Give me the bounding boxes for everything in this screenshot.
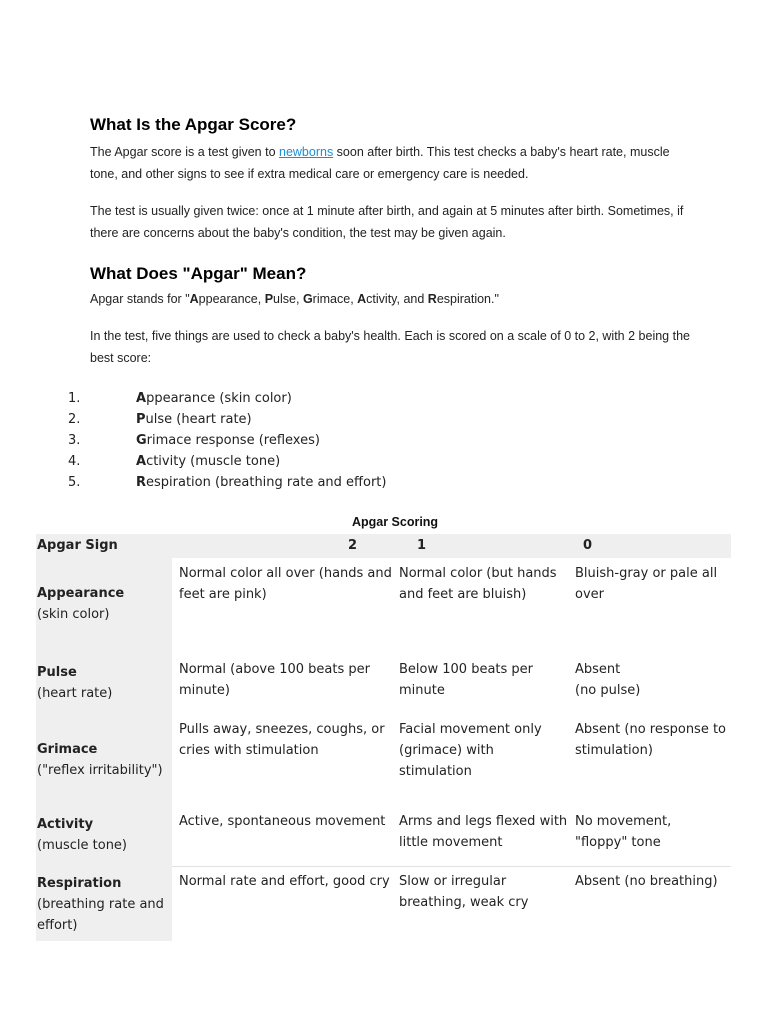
table-title: Apgar Scoring bbox=[351, 515, 439, 529]
list-letter: P bbox=[136, 412, 146, 427]
sign-cell bbox=[36, 655, 172, 715]
acronym-intro: Apgar stands for " bbox=[90, 292, 190, 306]
header-score-0: 0 bbox=[568, 534, 731, 558]
acronym-separator: , bbox=[257, 292, 265, 306]
list-letter: R bbox=[136, 475, 147, 490]
intro-text-start: The Apgar score is a test given to bbox=[90, 145, 279, 159]
score-2-cell: Normal (above 100 beats per minute) bbox=[179, 662, 370, 698]
acronym-letter: P bbox=[264, 292, 274, 306]
list-item bbox=[0, 388, 768, 409]
list-item bbox=[0, 451, 768, 472]
score-0-cell: Absent (no breathing) bbox=[575, 873, 718, 889]
score-0-cell: Absent (no pulse) bbox=[575, 662, 641, 698]
list-rest: ppearance (skin color) bbox=[146, 391, 292, 406]
list-number: 1. bbox=[68, 391, 81, 406]
score-1-cell: Slow or irregular breathing, weak cry bbox=[399, 873, 529, 910]
sign-name: Pulse bbox=[37, 665, 77, 680]
sign-cell bbox=[36, 715, 172, 807]
heading-apgar-meaning: What Does "Apgar" Mean? bbox=[90, 264, 307, 283]
score-2-cell: Pulls away, sneezes, coughs, or cries with stimulation bbox=[179, 722, 385, 758]
acronym-letter: A bbox=[189, 292, 199, 306]
table-header-row bbox=[36, 534, 731, 558]
sign-description: (heart rate) bbox=[37, 686, 113, 701]
intro-text-end: soon after birth. This test checks a baby's heart rate, muscle tone, and other signs to see if extra medical care or emergency care is needed. bbox=[90, 145, 670, 181]
list-rest: ulse (heart rate) bbox=[145, 412, 252, 427]
list-text bbox=[136, 388, 292, 409]
sign-name: Appearance bbox=[37, 586, 125, 601]
article-body bbox=[90, 113, 690, 369]
heading-what-is-apgar: What Is the Apgar Score? bbox=[90, 115, 297, 134]
score-1-cell: Arms and legs flexed with little movement bbox=[392, 807, 568, 866]
sign-name: Respiration bbox=[37, 876, 122, 891]
apgar-scoring-table bbox=[36, 534, 731, 941]
list-text bbox=[136, 451, 280, 472]
apgar-signs-list bbox=[0, 388, 768, 493]
list-text bbox=[136, 409, 252, 430]
list-rest: rimace response (reflexes) bbox=[146, 433, 320, 448]
paragraph-timing: The test is usually given twice: once at 1 minute after birth, and again at 5 minutes after birth. Sometimes, if there are concerns about the baby's condition, the test may be given again. bbox=[90, 204, 684, 240]
header-apgar-sign: Apgar Sign bbox=[36, 534, 172, 558]
acronym-separator: , bbox=[350, 292, 358, 306]
acronym-word-rest: ctivity bbox=[366, 292, 397, 306]
score-1-cell: Below 100 beats per minute bbox=[399, 662, 534, 698]
table-row bbox=[36, 558, 731, 655]
acronym-word-rest: ppearance bbox=[198, 292, 258, 306]
table-row bbox=[36, 655, 731, 715]
acronym-letter: A bbox=[357, 292, 367, 306]
sign-cell bbox=[36, 807, 172, 866]
sign-cell bbox=[36, 558, 172, 655]
list-number: 2. bbox=[68, 412, 81, 427]
list-number: 5. bbox=[68, 475, 81, 490]
acronym-word-rest: rimace bbox=[312, 292, 351, 306]
score-1-cell: Normal color (but hands and feet are bluish) bbox=[399, 566, 557, 602]
list-number: 4. bbox=[68, 454, 81, 469]
sign-cell bbox=[36, 866, 172, 941]
acronym-close: ." bbox=[491, 292, 499, 306]
list-item bbox=[0, 430, 768, 451]
header-score-2 bbox=[172, 534, 392, 558]
sign-description: (skin color) bbox=[37, 607, 110, 622]
acronym-separator: , bbox=[295, 292, 303, 306]
acronym-word-rest: ulse bbox=[273, 292, 296, 306]
score-0-cell: No movement, "floppy" tone bbox=[568, 807, 731, 866]
list-rest: espiration (breathing rate and effort) bbox=[146, 475, 387, 490]
header-score-1: 1 bbox=[392, 534, 568, 558]
acronym-letter: G bbox=[302, 292, 313, 306]
acronym-words bbox=[190, 292, 491, 306]
acronym-letter: R bbox=[427, 292, 437, 306]
list-number: 3. bbox=[68, 433, 81, 448]
score-2-cell: Normal color all over (hands and feet are pink) bbox=[179, 566, 392, 602]
sign-description: (muscle tone) bbox=[37, 838, 127, 853]
score-0-cell: Absent (no response to stimulation) bbox=[575, 722, 727, 758]
list-letter: G bbox=[136, 433, 147, 448]
score-1-cell: Facial movement only (grimace) with stimulation bbox=[399, 722, 542, 779]
list-text bbox=[136, 472, 386, 493]
paragraph-scoring: In the test, five things are used to check a baby's health. Each is scored on a scale of 0 to 2, with 2 being the best score: bbox=[90, 329, 690, 365]
score-2-cell: Active, spontaneous movement bbox=[172, 807, 392, 866]
table-row bbox=[36, 807, 731, 866]
list-item bbox=[0, 409, 768, 430]
table-row bbox=[36, 715, 731, 807]
newborns-link[interactable]: newborns bbox=[279, 145, 334, 159]
table-row bbox=[36, 866, 731, 941]
list-text bbox=[136, 430, 320, 451]
sign-name: Activity bbox=[37, 817, 94, 832]
score-0-cell: Bluish-gray or pale all over bbox=[575, 566, 718, 602]
list-item bbox=[0, 472, 768, 493]
acronym-word-rest: espiration bbox=[436, 292, 492, 306]
paragraph-intro bbox=[90, 141, 690, 185]
list-letter: A bbox=[136, 454, 147, 469]
sign-description: ("reflex irritability") bbox=[37, 763, 163, 778]
list-rest: ctivity (muscle tone) bbox=[146, 454, 281, 469]
sign-name: Grimace bbox=[37, 742, 98, 757]
list-letter: A bbox=[136, 391, 147, 406]
sign-description: (breathing rate and effort) bbox=[37, 897, 164, 933]
acronym-separator: , and bbox=[396, 292, 428, 306]
score-2-cell: Normal rate and effort, good cry bbox=[179, 873, 390, 889]
header-score-2-label: 2 bbox=[348, 538, 358, 553]
paragraph-acronym bbox=[90, 288, 690, 310]
table-body bbox=[36, 558, 731, 941]
